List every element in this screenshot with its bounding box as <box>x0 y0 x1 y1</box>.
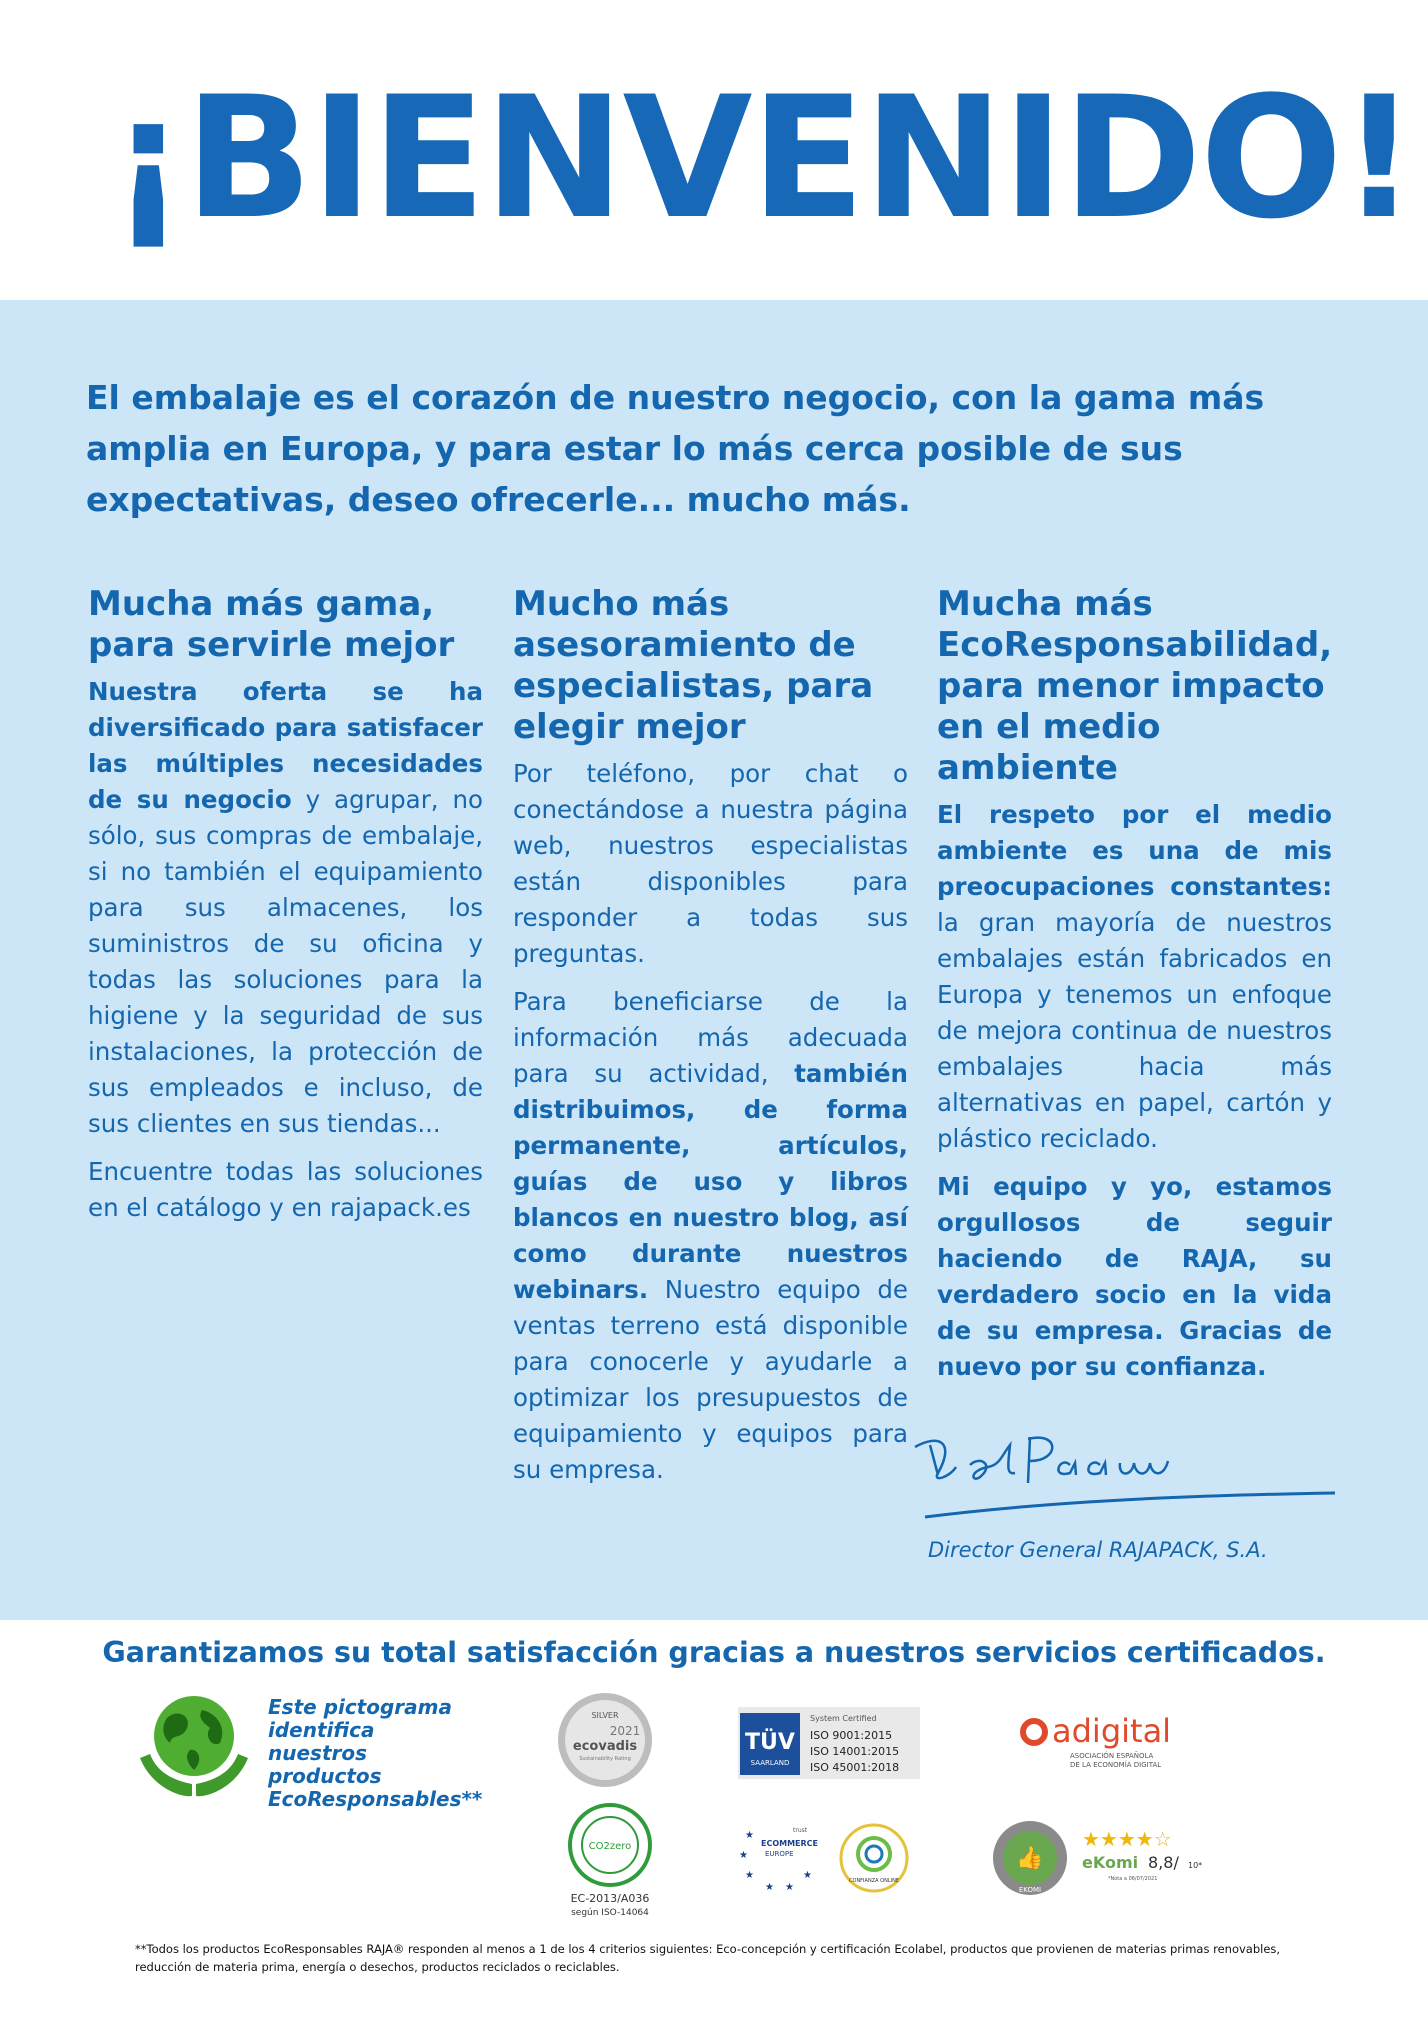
star-icon: ★ <box>785 1882 794 1893</box>
ekomi-seal-icon <box>990 1818 1070 1898</box>
column-heading: Mucha más gama, para servirle mejor <box>88 584 455 665</box>
column-paragraph <box>88 674 483 1142</box>
ecovadis-name: ecovadis <box>572 1739 638 1754</box>
page-title: ¡BIENVENIDO! <box>110 60 1416 256</box>
director-signature <box>910 1425 1340 1535</box>
column-paragraph <box>513 984 908 1488</box>
column-ecoresponsabilidad <box>937 584 1332 1397</box>
co2zero-badge-icon <box>555 1800 665 1890</box>
body-text: Para beneficiarse de la información más adecuada para su actividad, <box>513 987 908 1088</box>
ecovadis-sub: Sustainability Rating <box>579 1756 631 1762</box>
tuv-name: TÜV <box>745 1730 795 1755</box>
co2-cert: según ISO-14064 <box>571 1908 649 1918</box>
ekomi-max: 10* <box>1188 1861 1203 1870</box>
footnote: **Todos los productos EcoResponsables RAJA® responden al menos a 1 de los 4 criterios siguientes: Eco-concepción y certificación Ecolabel, productos que provienen de materias primas renovables, reducción de materia prima, energía o desechos, productos reciclados o reciclables. <box>135 1942 1281 1974</box>
ekomi-score: 8,8/ <box>1148 1853 1179 1872</box>
ecommerce-label: ECOMMERCE <box>761 1839 819 1848</box>
column-paragraph: Por teléfono, por chat o conectándose a nuestra página web, nuestros especialistas están disponibles para responder a todas sus preguntas. <box>513 759 908 968</box>
star-icon: ★ <box>765 1882 774 1893</box>
rating-stars-icon: ★★★★☆ <box>1082 1827 1172 1851</box>
co2-label: CO2zero <box>588 1841 632 1852</box>
star-icon: ★ <box>745 1830 754 1841</box>
column-gama <box>88 584 483 1238</box>
co2-cert: EC-2013/A036 <box>570 1892 650 1905</box>
column-heading: Mucho más asesoramiento de especialistas, para elegir mejor <box>513 584 874 747</box>
column-paragraph <box>937 797 1332 1157</box>
star-icon: ★ <box>745 1870 754 1881</box>
trust-ecommerce-europe-icon <box>735 1818 825 1898</box>
ekomi-name: eKomi <box>1082 1853 1139 1872</box>
body-text: y agrupar, no sólo, sus compras de embalaje, si no también el equipamiento para sus almacenes, los suministros de su oficina y todas las soluciones para la higiene y la seguridad de sus instalaciones, la protección de sus empleados e incluso, de sus clientes en sus tiendas... <box>88 785 483 1138</box>
trust-label: trust <box>793 1827 808 1834</box>
ekomi-note: *Nota a 06/07/2021 <box>1108 1876 1158 1882</box>
tuv-region: SAARLAND <box>750 1759 790 1767</box>
eco-responsible-globe-icon <box>132 1688 256 1804</box>
signature-caption: Director General RAJAPACK, S.A. <box>928 1538 1268 1562</box>
tuv-certification-icon <box>738 1707 920 1779</box>
adigital-sub: DE LA ECONOMÍA DIGITAL <box>1070 1761 1162 1769</box>
body-text: la gran mayoría de nuestros embalajes están fabricados en Europa y tenemos un enfoque de mejora continua de nuestros embalajes hacia más alternativas en papel, cartón y plástico reciclado. <box>937 908 1332 1153</box>
bold-text: Mi equipo y yo, estamos orgullosos de seguir haciendo de RAJA, su verdadero socio en la vida de su empresa. Gracias de nuevo por su confianza. <box>937 1172 1332 1381</box>
bold-text: también distribuimos, de forma permanente, artículos, guías de uso y libros blancos en nuestro blog, así como durante nuestros webinars. <box>513 1059 908 1304</box>
adigital-name: adigital <box>1052 1712 1172 1750</box>
eco-pictogram-text: Este pictograma identifica nuestros productos EcoResponsables** <box>268 1695 483 1811</box>
confianza-online-icon <box>838 1822 910 1894</box>
body-text: Nuestro equipo de ventas terreno está disponible para conocerle y ayudarle a optimizar los presupuestos de equipamiento y equipos para su empresa. <box>513 1275 908 1484</box>
star-icon: ★ <box>739 1850 748 1861</box>
bold-text: Nuestra oferta se ha diversificado para satisfacer las múltiples necesidades de su negocio <box>88 677 483 814</box>
confianza-label: CONFIANZA ONLINE <box>849 1878 899 1884</box>
tuv-header: System Certified <box>810 1714 877 1723</box>
adigital-logo <box>1020 1704 1200 1774</box>
ecovadis-year: 2021 <box>609 1724 641 1738</box>
europe-label: EUROPE <box>765 1850 794 1858</box>
thumbs-up-icon: 👍 <box>1016 1846 1044 1871</box>
column-heading: Mucha más EcoResponsabilidad, para menor impacto en el medio ambiente <box>937 584 1333 788</box>
column-asesoramiento <box>513 584 908 1500</box>
adigital-sub: ASOCIACIÓN ESPAÑOLA <box>1070 1752 1154 1760</box>
iso-line: ISO 14001:2015 <box>810 1745 900 1758</box>
iso-line: ISO 45001:2018 <box>810 1761 900 1774</box>
bold-text: El respeto por el medio ambiente es una de mis preocupaciones constantes: <box>937 800 1332 901</box>
ekomi-seal: EKOMI <box>1018 1886 1042 1894</box>
intro-paragraph: El embalaje es el corazón de nuestro negocio, con la gama más amplia en Europa, y para estar lo más cerca posible de sus expectativas, deseo ofrecerle... mucho más. <box>86 378 1265 519</box>
ecovadis-medal: SILVER <box>591 1711 619 1720</box>
column-paragraph: Encuentre todas las soluciones en el catálogo y en rajapack.es <box>88 1157 483 1222</box>
column-paragraph <box>937 1169 1332 1385</box>
star-icon: ★ <box>803 1870 812 1881</box>
ekomi-rating-icon <box>1078 1826 1208 1886</box>
iso-line: ISO 9001:2015 <box>810 1729 893 1742</box>
ecovadis-badge-icon <box>555 1690 655 1790</box>
guarantee-heading: Garantizamos su total satisfacción gracias a nuestros servicios certificados. <box>102 1636 1326 1669</box>
